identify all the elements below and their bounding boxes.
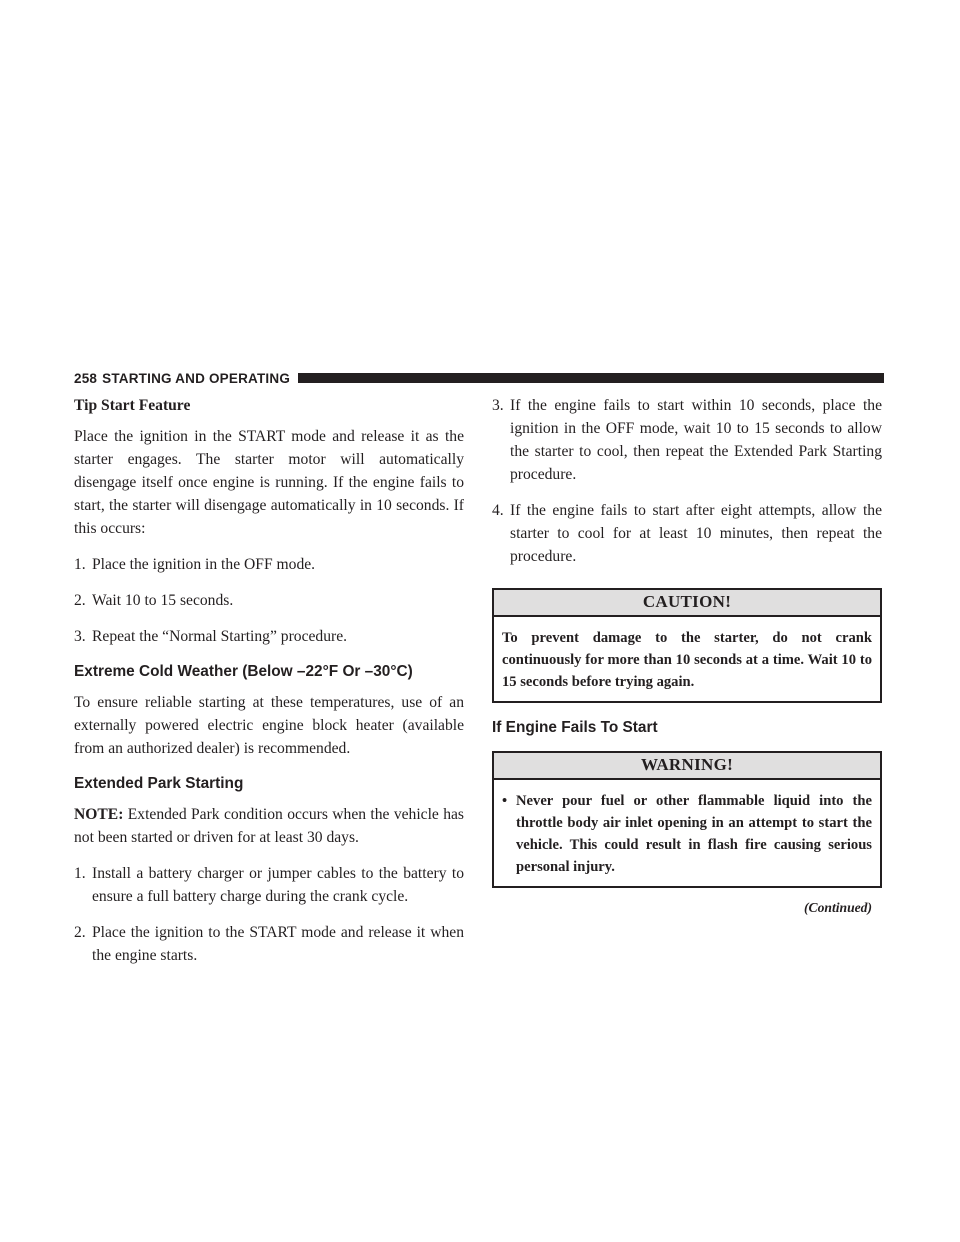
list-number: 2. <box>74 924 86 941</box>
note-label: NOTE: <box>74 806 124 823</box>
list-text: Repeat the “Normal Starting” procedure. <box>92 628 348 645</box>
list-text: Place the ignition in the OFF mode. <box>92 556 316 573</box>
list-item <box>74 553 464 576</box>
page-header <box>74 370 884 386</box>
warning-box <box>492 751 882 888</box>
right-column <box>492 394 882 916</box>
list-item <box>74 862 464 908</box>
list-text: Place the ignition to the START mode and release it when the engine starts. <box>92 924 464 964</box>
caution-box <box>492 588 882 703</box>
left-column <box>74 394 464 980</box>
list-item <box>74 625 464 648</box>
list-number: 1. <box>74 865 86 882</box>
list-item <box>492 394 882 486</box>
list-number: 4. <box>492 502 504 519</box>
warning-item-text: Never pour fuel or other flammable liquid into the throttle body air inlet opening in an attempt to start the vehicle. This could result in flash fire causing serious personal injury. <box>516 793 872 875</box>
list-text: Wait 10 to 15 seconds. <box>92 592 234 609</box>
tip-start-paragraph: Place the ignition in the START mode and release it as the starter engages. The starter motor will automatically disengage itself once engine is running. If the engine fails to start, the starter will disengage automatically in 10 seconds. If this occurs: <box>74 428 464 537</box>
header-rule <box>298 373 884 383</box>
list-number: 3. <box>74 628 86 645</box>
section-title: STARTING AND OPERATING <box>102 370 291 386</box>
extended-park-heading: Extended Park Starting <box>74 775 244 792</box>
note-text: Extended Park condition occurs when the vehicle has not been started or driven for at least 30 days. <box>74 806 464 846</box>
warning-item <box>502 790 872 878</box>
page-number: 258 <box>74 370 98 386</box>
warning-title: WARNING! <box>494 753 880 780</box>
list-text: If the engine fails to start after eight attempts, allow the starter to cool for at least 10 minutes, then repeat the procedure. <box>510 502 882 565</box>
extreme-cold-heading: Extreme Cold Weather (Below –22°F Or –30°C) <box>74 663 413 680</box>
extreme-cold-paragraph: To ensure reliable starting at these temperatures, use of an externally powered electric engine block heater (available from an authorized dealer) is recommended. <box>74 694 464 757</box>
list-text: If the engine fails to start within 10 seconds, place the ignition in the OFF mode, wait 10 to 15 seconds to allow the starter to cool, then repeat the Extended Park Starting procedure. <box>510 397 882 483</box>
list-text: Install a battery charger or jumper cables to the battery to ensure a full battery charge during the crank cycle. <box>92 865 464 905</box>
list-item <box>74 921 464 967</box>
tip-start-heading: Tip Start Feature <box>74 397 191 414</box>
extended-park-note <box>74 803 464 849</box>
list-number: 2. <box>74 592 86 609</box>
caution-text: To prevent damage to the starter, do not crank continuously for more than 10 seconds at a time. Wait 10 to 15 seconds before trying again. <box>502 630 872 690</box>
bullet-icon: • <box>502 793 508 809</box>
list-number: 1. <box>74 556 86 573</box>
caution-title: CAUTION! <box>494 590 880 617</box>
warning-body <box>494 780 880 886</box>
continued-label: (Continued) <box>804 900 872 915</box>
list-item <box>74 589 464 612</box>
list-item <box>492 499 882 568</box>
list-number: 3. <box>492 397 504 414</box>
fails-to-start-heading: If Engine Fails To Start <box>492 719 658 736</box>
